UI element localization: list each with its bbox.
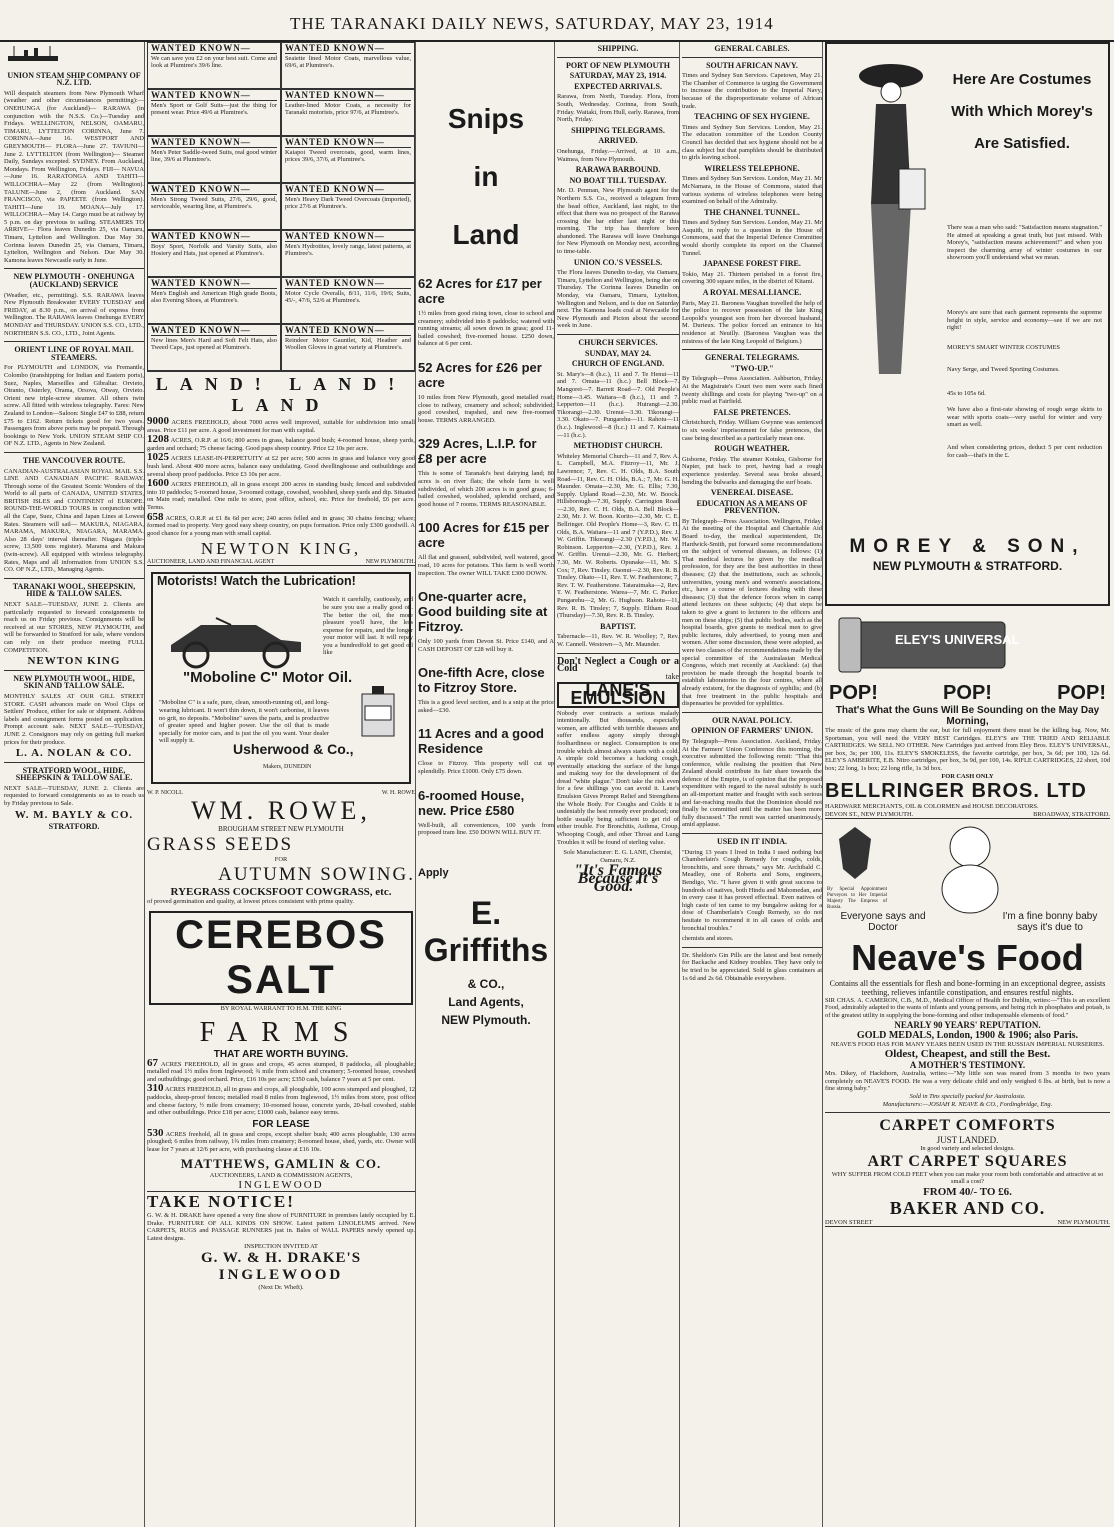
divider	[682, 349, 822, 350]
wanted-known-grid	[147, 42, 415, 372]
land-lot: 329 Acres, L.I.P. for £8 per acre This is some of Taranaki's best dairying land; 80 acres is on river flats; the whole farm is well subdivided, of which 200 acres is in good grass; 6-bailed cowshed, woolshed, splendid orchard, and good house of 7 rooms. TERMS REASONABLE.	[418, 436, 554, 508]
land-listing: 1600 ACRES FREEHOLD, all in grass except 200 acres in standing bush; fenced and subdivided into 10 paddocks; 5-roomed house, 3-roomed cottage, cowshed, woolshed, sheep yards and dip. Situated on Main road; metalled. One mile to store, post office, school, etc. Price for freehold, £6 per acre. Terms.	[147, 477, 415, 511]
matthews-sub: AUCTIONEERS, LAND & COMMISSION AGENTS,	[209, 1171, 353, 1179]
usherwood-location: Makers, DUNEDIN	[263, 764, 312, 771]
india-body: "During 13 years I lived in India I used nothing but Chamberlain's Cough Remedy for coughs, colds, bronchitis, and sore throats," says Mr. Archibald C. Meadley, one of Roberts and Sons, engineers, Bendigo, Vic. "I have given it with great success to hundreds of natives, both Hindu and Mahomedan, and in every case it has proved effectual. Even natives of high caste of ten came to my bungalow asking for a dose of Chamberlain's Cough Remedy, so do not hesitate to recommend it in all cases of colds and bronchial troubles."	[682, 848, 822, 932]
why-suffer: WHY SUFFER FROM COLD FEET when you can make your room both comfortable and attractive at so small a cost?	[831, 1170, 1104, 1186]
grass-seeds: GRASS SEEDS	[147, 833, 294, 855]
lanes-brand: LANE'S EMULSION	[557, 682, 679, 707]
wool-sale-title: TARANAKI WOOL, SHEEPSKIN, HIDE & TALLOW SALES.	[12, 581, 136, 599]
drake-location: INGLEWOOD	[218, 1267, 344, 1284]
divider	[557, 653, 679, 654]
farms-sub: THAT ARE WORTH BUYING.	[213, 1048, 349, 1060]
naval-heading: OUR NAVAL POLICY.	[711, 715, 793, 725]
morey-price: 45s to 105s 6d.	[947, 390, 986, 397]
snips-heading: Snips in Land	[447, 103, 525, 250]
griffiths-agents: Land Agents,	[448, 994, 524, 1009]
land-lot: One-fifth Acre, close to Fitzroy Store. This is a good level section, and is a snip at the price asked—£30.	[418, 665, 554, 714]
divider	[4, 670, 144, 671]
venereal-body: By Telegraph—Press Association. Wellington, Friday. At the meeting of the Hospital and Charitable Aid Board to-day, the medical superintendent, Dr. Hardwick-Smith, put forward some recommendations on the subject of venereal diseases, as follows: (1) That medical lectures be given by the medical profession, for they are the best authorities in these diseases; (2) that the institutions, such as schools, universities, young men's and women's associations, etc., have a course of lectures dealing with these diseases; (3) that the defence forces when in camp attend lectures on these subjects; (4) that steps be taken to give a grant to lecturers to the officers and men on these ships; (5) that public bodies, such as the hospital boards, give grants to medical men to give public lectures, duly advertised, to young men and women. After some discussion, these were adopted, as were two clauses of the recommendations made by the special committee of the Australasian Medical Congress, which met recently at Auckland: (a) that provision be made through the hospital boards to establish laboratories in the four centres, where all already existent, for the diagnosis of syphilis; and (b) that free treatment in the public hospitals and dispensaries be provided for syphilitics.	[682, 517, 822, 708]
steamship-icon	[4, 44, 64, 64]
general-heading: GENERAL TELEGRAMS.	[704, 353, 800, 363]
masthead	[0, 0, 1114, 42]
neave-oldest: Oldest, Cheapest, and still the Best.	[884, 1048, 1051, 1061]
drake-banner: G. W. & H. DRAKE'S	[200, 1250, 362, 1267]
venereal-heading: VENEREAL DISEASE.	[710, 488, 794, 498]
land-listing: 1208 ACRES, O.R.P. at 16/6; 800 acres in grass, balance good bush; 4-roomed house, sheep yards, garden and orchard; 75 cheese facing. Good paps sheep country. Price £2 10s per acre.	[147, 433, 415, 452]
lanes-take: take	[665, 671, 679, 681]
column-cables	[682, 42, 823, 1527]
navy-heading: SOUTH AFRICAN NAVY.	[706, 60, 798, 70]
bayly-location: STRATFORD.	[48, 822, 100, 832]
mesalliance-heading: A ROYAL MESALLIANCE.	[702, 288, 802, 298]
union-body: The Flora leaves Dunedin to-day, via Oamaru, Timaru, Lyttelton and Wellington, being due on Thursday. The Corinna leaves Dunedin on Monday, via Oamaru, Timaru, Lyttelton, Wellington and Nelson, and is due on Saturday next. The Kamona loads coal at Newcastle for New Plymouth and Picton about the second week in June.	[557, 269, 679, 330]
farm-listing: 310 ACRES FREEHOLD, all in grass and crops, all ploughable, 100 acres stumped and ploughed, 12 paddocks, sheep-proof fences; metalled road 8 miles from Inglewood, 1½ miles from store, post office and cheese factory, ½ mile from creamery; 10-roomed house, concrete yards, 20-bail cowshed, stable and other outbuildings. Price £18 per acre; £1000 cash, balance easy terms.	[147, 1082, 415, 1117]
moboline-description: "Moboline C" is a safe, pure, clean, smooth-running oil, and long-wearing lubricant. It won't thin down, it won't carbonise, it leaves no grit, no deposits. "Moboline" saves the parts, and is productive of greater speed and higher power. Use the oil that is made specially for motor cars, and is just the oil you want. Your dealer will supply it.	[159, 699, 329, 745]
baker-banner: BAKER AND CO.	[889, 1197, 1046, 1218]
land-listing: 658 ACRES, O.R.P. at £1 8s 6d per acre; 240 acres felled and in grass; 30 chains fencing; whare; formed road to property. Very good easy sheep country, on pups formation. Price only £300 goodwill. A good chance for a young man with small capital.	[147, 510, 415, 537]
newton-king-banner: NEWTON KING,	[200, 539, 362, 559]
column-shipping-news	[557, 42, 680, 1527]
stratford-title: STRATFORD WOOL, HIDE, SHEEPSKIN & TALLOW SALE.	[15, 765, 133, 783]
mesalliance-body: Paris, May 21. Baroness Vaughan travelled the help of the police to recover possession of the late King Leopold's youngest son from her divorced husband, M. Durieux. The police forced an entrance to his residence at Neuilly. (Baroness Vaughan was the mistress of the late King Leopold of Belgium.)	[682, 299, 822, 345]
vancouver-title: THE VANCOUVER ROUTE.	[22, 455, 126, 465]
moboline-product: "Moboline C" Motor Oil.	[183, 669, 353, 687]
carpet-price: FROM 40/- TO £6.	[923, 1185, 1012, 1198]
lease-heading: FOR LEASE	[252, 1118, 310, 1130]
lanes-slogan: "It's Famous Because It's Good."	[573, 862, 663, 895]
neave-sold: Sold in Tins specially packed for Australasia.	[909, 1092, 1026, 1100]
rarawa-body: Mr. D. Penman, New Plymouth agent for the Northern S.S. Co., received a telegram from the head office, Auckland, last night, to the effect that there was no prospect of the Rarawa crossing the bar either last night or this morning. The trip has therefore been abandoned. The Rarawa will leave Onehunga for New Plymouth on Monday next, according to time-table.	[557, 187, 679, 256]
pop-heading: POP! POP! POP!	[829, 682, 1106, 704]
expected-heading: EXPECTED ARRIVALS.	[574, 81, 662, 91]
morey-bottom: And when considering prices, deduct 5 per cent reduction for cash—that's in the £.	[947, 444, 1102, 459]
rarawa-heading: RARAWA BARBOUND.	[575, 165, 661, 175]
wanted-ad: WANTED KNOWN— Reindeer Motor Gauntlet, Kid, Heather and Woollen Gloves in great variety at Plumtree's.	[281, 324, 415, 371]
testimony-body: Mrs. Dikey, of Hackthorn, Australia, writes:—"My little son was reared from 3 months to two years completely on NEAVE'S FOOD. He was a very delicate child and only weighed 6 lbs. at birth, but is now a fine strong baby."	[825, 1070, 1110, 1093]
land-lot: 62 Acres for £17 per acre 1½ miles from good rising town, close to school and creamery; subdivided into 8 paddocks; watered with running streams; all sown down in grass; good 11-bailed cowshed; five-roomed house. £250 down, balance at 6 per cent.	[418, 276, 554, 348]
divider	[682, 712, 822, 713]
orient-body: For PLYMOUTH and LONDON, via Fremantle, Colombo (transhipping for Indian and Eastern ports), Suez, Naples, Marseilles and Gibraltar. Orvieto, Otranto, Osterley, Orama, Orsova, Otway, Orvieto. Orient new triple-screw steamer. All others twin screw. All fitted with wireless telegraphy. Fares: New Zealand to London—Saloon: Single £47 to £88, return £75 to £162. Return tickets good for two years. Passengers from above ports may be prepaid. Through bookings to New York. UNION STEAM SHIP CO. OF N.Z. LTD., Agents in New Zealand.	[4, 364, 144, 448]
np-wool-title: NEW PLYMOUTH WOOL, HIDE, SKIN AND TALLOW SALE.	[13, 673, 135, 691]
pop-body: The music of the guns may charm the ear, but for full enjoyment there must be the killing bag. Now, Mr. Sportsman, you will need the VERY BEST Cartridges. ELEY'S are THE TRIED AND RELIABLE CARTRIDGES. We SELL NO OTHER. New Cartridges just arrived from Eley Bros. ELEY'S UNIVERSAL, per box, 3s; per 100, 11s. ELEY'S SMOKELESS, the favorite cartridge, per box, 3s 6d; per 100, 12s 6d. ELEY'S AMBERITE, E.B. Nitro cartridges, per box, 3s 9d, per 100, 14s. RIFLE CARTRIDGES, 22 short, 10d box; 22 long, 1s box; 22 long rifle, 1s 3d box.	[825, 727, 1110, 772]
wanted-ad: WANTED KNOWN— Men's Sport or Golf Suits—just the thing for present wear. Price 49/6 at Plumtree's.	[147, 89, 281, 136]
take-notice-body: G. W. & H. DRAKE have opened a very fine show of FURNITURE in premises lately occupied by E. Drake. FURNITURE OF ALL KINDS ON SHOW. Latest pattern LINOLEUMS arrived. New CARPETS, RUGS and PASSAGE RUNNERS just in. Bales of WALL PAPERS newly opened up. Latest designs.	[147, 1212, 415, 1242]
column-ads-main	[147, 42, 416, 1527]
wanted-ad: WANTED KNOWN— Men's Strong Tweed Suits, 27/6, 29/6, good, serviceable, wearing line, at Plumtree's.	[147, 183, 281, 230]
moboline-ad	[151, 572, 411, 784]
morey-banner: MOREY & SON,	[849, 536, 1086, 557]
naval-sub: OPINION OF FARMERS' UNION.	[691, 726, 813, 736]
divider	[682, 947, 822, 948]
neave-illustration	[825, 819, 1110, 937]
cash-only: FOR CASH ONLY	[941, 772, 994, 780]
testimony-heading: A MOTHER'S TESTIMONY.	[909, 1060, 1026, 1071]
wanted-ad: WANTED KNOWN— Men's Heavy Dark Tweed Overcoats (imported), price 27/6 at Plumtree's.	[281, 183, 415, 230]
divider	[557, 57, 679, 58]
onehunga-body: (Weather, etc., permitting). S.S. RARAWA leaves New Plymouth Breakwater EVERY TUESDAY and FRIDAY, at 8.30 p.m., on arrival of express from Wellington. The RARAWA leaves Onehunga EVERY MONDAY and THURSDAY. UNION S.S. CO., LTD., NORTHERN S.S. CO., LTD., Joint Agents.	[4, 291, 144, 337]
newton-king-signature: NEWTON KING	[27, 655, 121, 668]
morey-sports: We have also a first-rate showing of rough serge skirts to wear with sports coats—very useful for winter and very smart as well.	[947, 406, 1102, 429]
union-ss-title: UNION STEAM SHIP COMPANY OF N.Z. LTD.	[7, 70, 141, 88]
carpet-squares: ART CARPET SQUARES	[867, 1152, 1068, 1170]
neave-gold: GOLD MEDALS, London, 1900 & 1906; also Paris.	[856, 1029, 1079, 1041]
tunnel-heading: THE CHANNEL TUNNEL.	[704, 207, 800, 217]
morey-smart: MOREY'S SMART WINTER COSTUMES	[947, 344, 1060, 351]
bellringer-sub: HARDWARE MERCHANTS, OIL & COLORMEN and HOUSE DECORATORS.	[825, 803, 1039, 811]
wanted-ad: WANTED KNOWN— Seaiette lined Motor Coats, marvellous value, 69/6, at Plumtree's.	[281, 42, 415, 89]
union-heading: UNION CO.'S VESSELS.	[573, 257, 663, 267]
sunday-heading: SUNDAY, MAY 24.	[585, 348, 651, 358]
np-wool-body: MONTHLY SALES AT OUR GILL STREET STORE. CASH advances made on Wool Clips or Settlers' Produce, either for sale or shipment. Address labels and consignment forms posted on application. Prompt account sale. NEXT SALE—TUESDAY, JUNE 2. Consignors may rely on getting full market prices for their produce.	[4, 692, 144, 746]
divider	[825, 1112, 1110, 1113]
arrived-body: Onehunga, Friday.—Arrived, at 10 a.m., Waimea, from New Plymouth.	[557, 147, 679, 163]
port-heading: PORT OF NEW PLYMOUTH	[566, 60, 670, 70]
apply-label: Apply	[418, 866, 449, 879]
wanted-ad: WANTED KNOWN— Boys' Sport, Norfolk and Varsity Suits, also Hosiery and Hats, just opened at Plumtree's.	[147, 230, 281, 277]
neave-reputation: NEARLY 90 YEARS' REPUTATION.	[894, 1019, 1041, 1030]
column-display-ads	[825, 42, 1110, 1527]
wool-sale-body: NEXT SALE—TUESDAY, JUNE 2. Clients are particularly requested to forward consignments to reach us on Friday previous. Consignments will be received at our STORES, NEW PLYMOUTH, and will be forwarded to Stratford for sale, where vendors can rely on their produce meeting FULL COMPETITION.	[4, 601, 144, 654]
church-body: St. Mary's—8 (h.c.), 11 and 7. Te Henui—11 and 7. Omata—11 (h.c.) Bell Block—7. Mangorei—7. Barrett Road—7. Old People's Home—3.45. Waitara—8 (h.c.), 11 and 7. Lepperton—11 (h.c.). Huirangi—2.30. Tikorangi—2.30. Urenui—3.30. Tikorangi—3.30. Okato—7. Pungarehu—11. Rahotu—11 (h.c.). Inglewood—8 (h.c.) 11 and 7. Kaimata—11 (h.c.).	[557, 370, 679, 439]
morey-quote: There was a man who said: "Satisfaction means stagnation." He aimed at speaking a great truth, but just missed. With Morey's, "satisfaction means achievement!" and when you inspect the charming array of winter costumes in our showroom you'll understand what we mean.	[947, 224, 1102, 262]
arrived-heading: ARRIVED.	[598, 136, 638, 146]
lease-listing: 530 ACRES freehold, all in grass and crops, except shelter bush; 400 acres ploughable, 130 acres ploughed; 6 miles from railway, 1¾ miles from creamery; 8-roomed house, shed, yards, etc. Owner will lease for 7 years at 12/6 per acre, with purchasing clause at £16 10s.	[147, 1126, 415, 1154]
drake-next: (Next Dr. Wheft).	[258, 1284, 304, 1292]
bayly-signature: W. M. BAYLY & CO.	[14, 808, 134, 821]
neave-body: Contains all the essentials for flesh and bone-forming in an exceptional degree, assists teething, relieves infantile constipation, and ensures restful nights.	[829, 978, 1106, 997]
twoup-body: By Telegraph—Press Association. Ashburton, Friday. At the Magistrate's Court two men were each fined twenty shillings and costs for playing "two-up" on a public road at Fairfield.	[682, 375, 822, 406]
wireless-heading: WIRELESS TELEPHONE.	[704, 163, 800, 173]
cerebos-sub: BY ROYAL WARRANT TO H.M. THE KING	[220, 1005, 342, 1013]
hygiene-heading: TEACHING OF SEX HYGIENE.	[694, 112, 810, 122]
griffiths-banner: E. Griffiths	[423, 894, 549, 968]
column-snips-in-land	[418, 42, 555, 1527]
inspection-invited: INSPECTION INVITED AT	[244, 1242, 318, 1250]
wanted-ad: WANTED KNOWN— Leather-lined Motor Coats, a necessity for Taranaki motorists, price 97/6, at Plumtree's.	[281, 89, 415, 136]
land-heading: LAND! LAND! LAND	[155, 374, 407, 415]
neave-banner: Neave's Food	[851, 936, 1084, 978]
usherwood-agent: Usherwood & Co.,	[233, 741, 354, 758]
land-lot: 52 Acres for £26 per acre 10 miles from New Plymouth, good metalled road; close to railway, creamery and school; subdivided; good cowshed, trapshed, and new five-roomed house. TERMS ARRANGED.	[418, 359, 554, 424]
false-heading: FALSE PRETENCES.	[713, 407, 791, 417]
eley-label: ELEY'S UNIVERSAL	[895, 632, 1020, 647]
land-lot: One-quarter acre, Good building site at Fitzroy. Only 100 yards from Devon St. Price £140, and A CASH DEPOSIT OF £28 will buy it.	[418, 589, 554, 653]
wanted-ad: WANTED KNOWN— Men's Hydrotites, lovely range, latest patterns, at Plumtree's.	[281, 230, 415, 277]
land-listing: 9000 ACRES FREEHOLD, about 7000 acres well improved, suitable for subdivision into small areas. Price £11 per acre. A good investment for man with capital.	[147, 415, 415, 434]
naval-body: By Telegraph—Press Association. Auckland, Friday. At the Farmers' Union Conference this morning, the executive submitted the following remit: "That this conference, while realising the position that New Zealand should contribute its fair share towards the defence of the Empire, is of opinion that the proposed expenditure with regard to the naval subsidy is such an all-important matter and fraught with such serious and far-reaching results that the Dominion should not finally be committed until the matter has been more fully discussed." The remit was carried unanimously, amid applause.	[682, 737, 822, 829]
oil-can-icon	[358, 684, 398, 739]
morey-ad	[825, 42, 1110, 606]
griffiths-location: NEW Plymouth.	[441, 1012, 531, 1027]
rough-heading: ROUGH WEATHER.	[714, 444, 790, 454]
baby-illustration	[925, 819, 1015, 919]
onehunga-title: NEW PLYMOUTH - ONEHUNGA (AUCKLAND) SERVICE	[13, 272, 135, 290]
rowe-banner: WM. ROWE,	[191, 796, 371, 826]
wanted-ad: WANTED KNOWN— Kaiapoi Tweed overcoats, good, warm lines, prices 39/6, 37/6, at Plumtree's.	[281, 136, 415, 183]
false-body: Christchurch, Friday. William Gwynne was sentenced to six weeks' imprisonment for false pretences, the case being described as a particularly mean one.	[682, 419, 822, 442]
rowe-names: W. P. NICOLL W. H. ROWE	[147, 790, 415, 797]
lanes-headline: Don't Neglect a Cough or a Cold	[557, 655, 679, 675]
india-heading: USED IN IT INDIA.	[716, 837, 788, 847]
moboline-headline: Motorists! Watch the Lubrication!	[157, 574, 356, 589]
cartridge-illustration	[825, 610, 1110, 682]
rough-body: Gisborne, Friday. The steamer Kotuku, Gisborne for Napier, put back to port, having had a rough experience yesterday. Several seas broke aboard, bending the bulwarks and damaging the surf boats.	[682, 455, 822, 486]
wireless-body: Times and Sydney Sun Services. London, May 21. Mr McNamara, in the House of Commons, stated that various systems of wireless telephones were being examined on behalf of the Admiralty.	[682, 175, 822, 206]
farm-listing: 67 ACRES FREEHOLD, all in grass and crops, 45 acres stumped, 8 paddocks, all ploughable; metalled road 1½ miles from Inglewood; ¾ mile from school and creamery; 5-roomed house, cowshed and outbuildings; good orchard. Price, £16 10s per acre; £350 cash, balance 7 years at 5 per cent.	[147, 1056, 415, 1083]
land-lot: 11 Acres and a good Residence Close to Fitzroy. This property will cut up splendidly. Price £1000. Only £75 down.	[418, 726, 554, 776]
divider	[4, 452, 144, 453]
england-heading: CHURCH OF ENGLAND.	[571, 359, 665, 369]
twoup-heading: "TWO-UP."	[730, 363, 774, 373]
wanted-ad: WANTED KNOWN— We can save you £2 on your best suit. Come and look at Plumtree's 39/6 line.	[147, 42, 281, 89]
neave-maker: Manufacturers:—JOSIAH R. NEAVE & CO., Fordingbridge, Eng.	[882, 1100, 1053, 1108]
lanes-maker: Sole Manufacturer: E. G. LANE, Chemist, Oamaru, N.Z.	[563, 849, 673, 864]
venereal-sub: EDUCATION AS A MEANS OF PREVENTION.	[696, 498, 808, 516]
navy-body: Times and Sydney Sun Services. Capetown, May 21. The Chamber of Commerce is urging the Government to increase the contribution to the Imperial Navy, because of the disproportionate volume of African trade.	[682, 72, 822, 110]
imperial-crest-icon	[831, 823, 879, 883]
vancouver-body: CANADIAN-AUSTRALASIAN ROYAL MAIL S.S. LINE AND CANADIAN PACIFIC RAILWAY. Through some of the Greatest Scenic Wonders of the World to all parts of CANADA, UNITED STATES, BRITISH ISLES and CONTINENT of EUROPE. ROUND-THE-WORLD TOURS in conjunction with all the Cape, Suez, China and Japan Lines at Lowest Rates. Steamers will sail— MAKURA, NIAGARA, MARAMA, MAKURA, NIAGARA, MARAMA. Also 28 days' interval thereafter. Niagara (triple-screw, 13,500 tons register). Marama and Makura (twin-screw). All equipped with wireless telegraphy. Rates, Maps and all information from UNION S.S. CO. OF N.Z., LTD., Managing Agents.	[4, 467, 144, 574]
baptist-body: Tabernacle—11, Rev. W. R. Woolley; 7, Rev. W. Cannell. Westown—3, Mr. Maunder.	[557, 633, 679, 648]
bonny-baby: I'm a fine bonny baby says it's due to	[1002, 910, 1098, 933]
neave-used: NEAVE'S FOOD HAS FOR MANY YEARS BEEN USED IN THE RUSSIAN IMPERIAL NURSERIES.	[830, 1040, 1105, 1048]
for-label: FOR	[274, 855, 288, 863]
morey-navy: Navy Serge, and Tweed Sporting Costumes.	[947, 366, 1060, 373]
morey-body: Morey's are sure that each garment represents the supreme height in style, service and economy—see if we are not right!	[947, 309, 1102, 332]
ryegrass-sub: of proved germination and quality, at lowest prices consistent with prime quality.	[147, 897, 354, 905]
orient-title: ORIENT LINE OF ROYAL MAIL STEAMERS.	[14, 345, 134, 362]
bellringer-locations: DEVON ST., NEW PLYMOUTH. BROADWAY, STRATFORD.	[825, 810, 1110, 818]
warrant: By Special Appointment Purveyors to Her Imperial Majesty The Empress of Russia.	[827, 886, 887, 910]
lanes-body: Nobody ever contracts a serious malady intentionally. But thousands, especially women, are afflicted with terrible diseases and suffer endless agony simply through foolhardiness or neglect. Consumption is one trouble which almost always starts with a cold. A simple cold becomes a hacking cough, eventually attacking the surface of the lungs and making way for the development of the dread "white plague." Don't take the risk even for a few shillings you can avoid it. Lane's Emulsion Gives Prompt Relief and Strengthens the Whole Body. For Coughs and Colds it is undeniably the best remedy ever produced; one bottle usually being sufficient to get rid of either trouble. For Bronchitis, Asthma, Croup, Whooping Cough, and other Throat and Lung Troubles it will be found of sterling value.	[557, 709, 679, 846]
hygiene-body: Times and Sydney Sun Services. London, May 21. The education committee of the London County Council has decided that sex hygiene should not be a class subject but that pamphlets should be distributed to girls leaving school.	[682, 123, 822, 162]
land-listing: 1025 ACRES LEASE-IN-PERPETUITY at £2 per acre; 500 acres in grass and balance very good bush land. About 400 more acres, balance easy undulating. Good dwellinghouse and outbuildings and several sheep proof paddocks. Price £3 10s per acre.	[147, 451, 415, 478]
methodist-body: Whiteley Memorial Church—11 and 7, Rev. A. L. Campbell, M.A. Fitzroy—11, Mr. J. Lawrence; 7, Rev. C. H. Olds, B.A. South Road—11, Rev. C. H. Olds, B.A.; 7, Mr. G. H. Maunder. Omata—2.30, Mr. G. Ellis; 7.30, Supply. Upland Road—2.30, Mr. W. Boock. Hillsborough—7.30, Supply. Carrington Road—2.30, Rev. C. H. Olds, B.A. Bell Block—2.30, Mr. J. W. Boon. Korito—2.30, Mr. C. E. Bellringer. Old People's Home—3, Rev. C. H. Olds, B.A. Waitara—11 and 7 (Y.P.D.), Rev. J. W. Griffin. Tikorangi—2.30 (Y.P.D.), Mr. W. Robinson. Lepperton—2.30, (Y.P.D.), Rev. J. W. Griffin. Urenui—2.30, Mr. G. Herbert; 7.30, Mr. W. Roberts. Opunake—11, Mr. S. Cox; 7, Rev. Tinsley. Oaonui—2.30, Rev. R. B. Tinsley. Okato—11, Rev. T. W. Featherstone; 7, Rev. T. W. Featherstone. Tataraimaka—2, Rev. T. W. Featherstone. Warea—7, Mr. C. Parker. Pungarehu—2, Mr. G. Hughson. Rahotu—11, Rev. R. B. Tinsley; 7, Supply. Eltham Road (Thursday)—7.30, Rev. R. B. Tinsley.	[557, 452, 680, 620]
telegrams-heading: SHIPPING TELEGRAMS.	[571, 125, 665, 135]
in-good-variety: In good variety and selected designs.	[920, 1145, 1015, 1153]
matthews-banner: MATTHEWS, GAMLIN & CO.	[180, 1155, 382, 1171]
methodist-heading: METHODIST CHURCH.	[573, 441, 663, 451]
everyone-says: Everyone says and Doctor	[840, 910, 926, 933]
take-notice-heading: TAKE NOTICE!	[147, 1191, 415, 1212]
shipping-heading: SHIPPING.	[597, 44, 639, 53]
neave-quote: SIR CHAS. A. CAMERON, C.B., M.D., Medical Officer of Health for Dublin, writes:—"This is an excellent Food, admirably adapted to the wants of infants and young persons, and being rich in phosphates and potash, is of the greatest utility in supplying the bone-forming and other indispensable elements of food."	[825, 996, 1110, 1019]
gin-pills-body: Dr. Sheldon's Gin Pills are the latest and best remedy for Backache and Kidney troubles. They have only to be tried to be appreciated. Sold in glass containers at 1s 6d and 2s 6d. Obtainable everywhere.	[682, 951, 822, 982]
just-landed: JUST LANDED.	[936, 1135, 999, 1146]
column-shipping	[4, 42, 145, 1527]
carpet-heading: CARPET COMFORTS	[879, 1117, 1056, 1135]
baker-locations: DEVON STREET NEW PLYMOUTH.	[825, 1218, 1110, 1226]
bellringer-banner: BELLRINGER BROS. LTD	[825, 780, 1087, 803]
divider	[682, 57, 822, 58]
autumn-sowing: AUTUMN SOWING.	[218, 863, 415, 885]
newton-king-sub: AUCTIONEER, LAND AND FINANCIAL AGENT NEW PLYMOUTH.	[147, 559, 415, 566]
morey-headings: Here Are Costumes With Which Morey's Are Satisfied.	[951, 71, 1093, 152]
expected-body: Rarawa, from North, Tuesday. Flora, from South, Wednesday. Corinna, from South, Friday. Waitaki, from Hull, early. Rarawa, from North, Friday.	[557, 93, 679, 124]
tunnel-body: Times and Sydney Sun Services. London, May 21. Mr Asquith, in reply to a question in the House of Commons, said that the Imperial Defence Committee would shortly complete its report on the Channel Tunnel.	[682, 219, 822, 257]
land-lot: 100 Acres for £15 per acre All flat and grassed, subdivided, well watered, good road, 10 acres for potatoes. This farm is well worth inspection. The owner WILL TAKE £300 DOWN.	[418, 520, 554, 577]
lady-in-costume-illustration	[841, 54, 936, 384]
divider	[4, 268, 144, 269]
baptist-heading: BAPTIST.	[600, 621, 636, 631]
church-heading: CHURCH SERVICES.	[578, 338, 658, 347]
land-lot: 6-roomed House, new. Price £580 Well-built, all conveniences, 100 yards from proposed tram line. £50 DOWN WILL BUY IT.	[418, 787, 554, 837]
matthews-location: INGLEWOOD	[238, 1179, 324, 1192]
griffiths-co: & CO.,	[467, 976, 505, 991]
pop-sub: That's What the Guns Will Be Sounding on the May Day Morning,	[835, 705, 1100, 727]
fire-heading: JAPANESE FOREST FIRE.	[703, 259, 801, 269]
wanted-ad: WANTED KNOWN— New lines Men's Hard and Soft Felt Hats, also Tweed Caps, just opened at Plumtree's.	[147, 324, 281, 371]
fire-body: Tokio, May 21. Thirteen perished in a forest fire, covering 300 square miles, in the district of Kitami.	[682, 270, 822, 286]
divider	[682, 833, 822, 834]
divider	[4, 762, 144, 763]
wanted-ad: WANTED KNOWN— Motor Cycle Overalls, 8/11, 11/6, 19/6; Suits, 45/-, 47/6, 52/6 at Plumtree's.	[281, 277, 415, 324]
no-boat-heading: NO BOAT TILL TUESDAY.	[569, 175, 667, 185]
farms-heading: FARMS	[199, 1016, 363, 1048]
cables-heading: GENERAL CABLES.	[714, 44, 790, 53]
cerebos-banner: CEREBOS SALT	[149, 911, 413, 1005]
stratford-body: NEXT SALE—TUESDAY, JUNE 2. Clients are requested to forward consignments so as to reach us by Friday previous to Sale.	[4, 784, 144, 808]
moboline-body: Watch it carefully, cautiously, and be sure you use a really good oil. The better the oil, the more pleasure you'll have, the less expense for repairs, and the longer your motor will last. It will repay you a hundredfold to get good oil like	[323, 596, 413, 657]
motor-car-icon	[161, 600, 311, 670]
nolan-signature: L. A. NOLAN & CO.	[15, 747, 133, 760]
wanted-ad: WANTED KNOWN— Men's Peter Saddle-tweed Suits, real good winter line, 39/6 at Plumtree's.	[147, 136, 281, 183]
date-line: SATURDAY, MAY 23, 1914.	[569, 71, 667, 81]
morey-location: NEW PLYMOUTH & STRATFORD.	[872, 559, 1063, 573]
ryegrass-line: RYEGRASS COCKSFOOT COWGRASS, etc.	[170, 885, 392, 898]
divider	[4, 341, 144, 342]
india-sold: chemists and stores.	[682, 935, 734, 943]
divider	[557, 334, 679, 335]
masthead-title: THE TARANAKI DAILY NEWS, SATURDAY, MAY 23, 1914	[290, 14, 774, 33]
divider	[4, 578, 144, 579]
rowe-street: BROUGHAM STREET NEW PLYMOUTH	[218, 825, 344, 834]
wanted-ad: WANTED KNOWN— Men's English and American High grade Boots, also Evening Shoes, at Plumtree's.	[147, 277, 281, 324]
union-ss-body: Will despatch steamers from New Plymouth Wharf (weather and other circumstances permitting):— ONEHUNGA (for Auckland)— RARAWA (in conjunction with the N.S.S. Co.)—Tuesday and Fridays. WELLINGTON, NELSON, OAMARU, TIMARU, LYTTELTON CORINNA, June 7. CORINNA—June 16. WESTPORT AND GREYMOUTH— FLORA—June 27. TAVIUNI—June 2. LYTTELTON (from Wellington)— Steamer Daily, Sundays excepted. SYDNEY. From Auckland, Mondays. From Wellington, Fridays. FIJI— NAVUA—June 16. RARATONGA AND TAHITI— WILLOCHRA—May 22 (from Wellington). TALUNE—June 2, (from Auckland. SAN FRANCISCO, via PAPEETE (from Wellington). TAHITI—June 19. MOANA—July 17. WILLOCHRA—May 14. Cargo must be at railway by 5 p.m. on day previous to sailing. STEAMERS TO ARRIVE— Flora leaves Dunedin 25, via Oamaru, Timaru, Lyttelton and Wellington. Due May 30. Corinna leaves Dunedin 25, via Oamaru, Timaru, Lyttelton, Wellington and Nelson. Due May 30. Kamona leaves Newcastle early in June.	[4, 89, 144, 264]
